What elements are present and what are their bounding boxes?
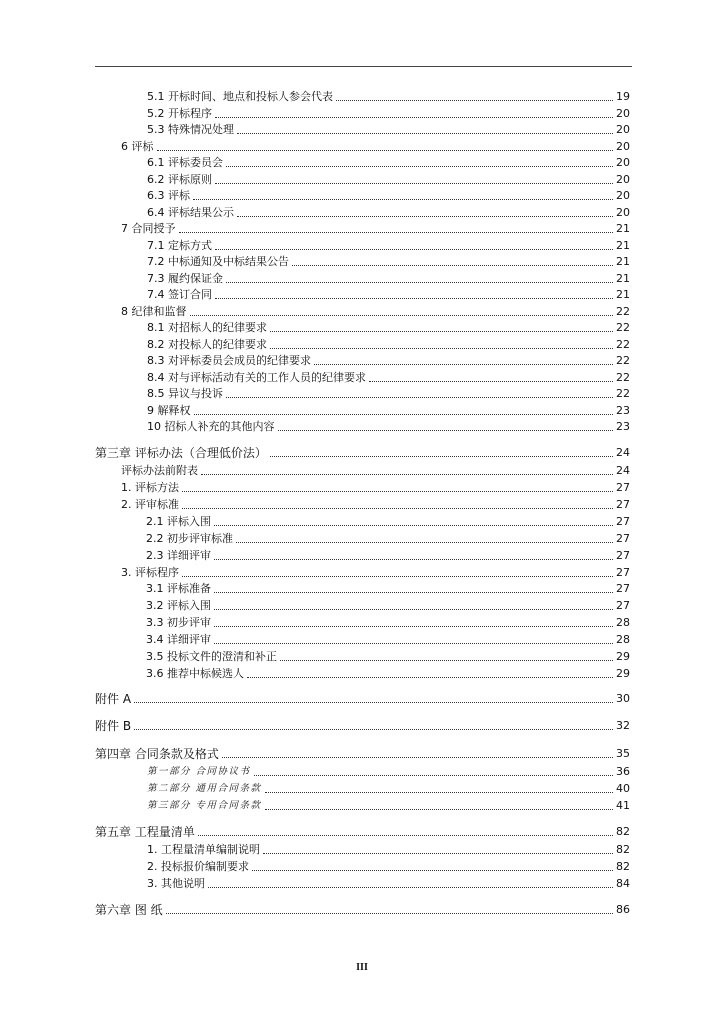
toc-entry-page: 21 xyxy=(616,222,630,235)
toc-entry-page: 27 xyxy=(616,498,630,511)
toc-entry-page: 24 xyxy=(616,446,630,459)
toc-entry-page: 22 xyxy=(616,305,630,318)
toc-entry-page: 84 xyxy=(616,877,630,890)
toc-entry-page: 40 xyxy=(616,782,630,795)
toc-entry-label: 7.4 签订合同 xyxy=(147,288,212,301)
toc-leader-dots xyxy=(270,348,613,349)
toc-leader-dots xyxy=(226,282,613,283)
toc-entry[interactable] xyxy=(147,418,630,434)
toc-entry-page: 24 xyxy=(616,464,630,477)
toc-leader-dots xyxy=(237,216,613,217)
toc-entry-label: 8.2 对投标人的纪律要求 xyxy=(147,338,267,351)
toc-entry[interactable] xyxy=(146,631,630,647)
toc-leader-dots xyxy=(278,430,614,431)
toc-entry-label: 6.2 评标原则 xyxy=(147,173,212,186)
page-number: III xyxy=(356,962,368,973)
toc-entry-page: 36 xyxy=(616,765,630,778)
toc-entry[interactable] xyxy=(121,462,630,478)
toc-leader-dots xyxy=(270,331,613,332)
toc-leader-dots xyxy=(226,397,613,398)
toc-entry[interactable] xyxy=(147,875,630,891)
toc-entry-page: 20 xyxy=(616,173,630,186)
toc-entry-page: 22 xyxy=(616,387,630,400)
toc-leader-dots xyxy=(215,117,613,118)
toc-entry-page: 27 xyxy=(616,599,630,612)
toc-leader-dots xyxy=(236,542,613,543)
toc-entry-label: 3.1 评标准备 xyxy=(146,582,211,595)
toc-entry-label: 3.2 评标入围 xyxy=(146,599,211,612)
header-rule xyxy=(95,66,632,67)
toc-entry-label: 2.1 评标入围 xyxy=(146,515,211,528)
toc-entry-page: 30 xyxy=(616,692,630,705)
toc-leader-dots xyxy=(193,199,613,200)
toc-entry-label: 2. 投标报价编制要求 xyxy=(147,860,249,873)
toc-entry-label: 2.3 详细评审 xyxy=(146,549,211,562)
toc-leader-dots xyxy=(208,887,613,888)
toc-entry-page: 22 xyxy=(616,371,630,384)
toc-leader-dots xyxy=(157,150,614,151)
toc-entry-label: 第四章 合同条款及格式 xyxy=(95,747,219,761)
toc-entry-label: 5.3 特殊情况处理 xyxy=(147,123,234,136)
toc-entry-label: 6.3 评标 xyxy=(147,189,190,202)
toc-entry[interactable] xyxy=(146,530,630,546)
toc-entry[interactable] xyxy=(146,547,630,563)
toc-entry-page: 41 xyxy=(616,799,630,812)
toc-leader-dots xyxy=(179,232,614,233)
toc-leader-dots xyxy=(263,853,613,854)
toc-entry[interactable] xyxy=(147,204,630,220)
toc-entry[interactable] xyxy=(147,286,630,302)
toc-entry[interactable] xyxy=(147,780,630,796)
toc-chapter-entry[interactable] xyxy=(95,901,630,917)
toc-entry-page: 20 xyxy=(616,189,630,202)
toc-entry-page: 22 xyxy=(616,321,630,334)
toc-entry[interactable] xyxy=(146,648,630,664)
toc-leader-dots xyxy=(214,626,613,627)
toc-leader-dots xyxy=(214,592,613,593)
toc-entry-page: 22 xyxy=(616,354,630,367)
toc-entry-page: 23 xyxy=(616,404,630,417)
toc-entry[interactable] xyxy=(147,352,630,368)
toc-entry-page: 32 xyxy=(616,719,630,732)
toc-entry[interactable] xyxy=(146,597,630,613)
toc-entry[interactable] xyxy=(121,564,630,580)
toc-entry[interactable] xyxy=(147,253,630,269)
toc-entry-page: 21 xyxy=(616,272,630,285)
toc-entry-label: 6 评标 xyxy=(121,140,154,153)
toc-entry-page: 22 xyxy=(616,338,630,351)
toc-leader-dots xyxy=(214,643,613,644)
toc-entry-label: 第一部分 合同协议书 xyxy=(147,766,251,777)
toc-appendix-entry[interactable] xyxy=(95,690,630,706)
toc-chapter-entry[interactable] xyxy=(95,745,630,761)
toc-entry[interactable] xyxy=(147,385,630,401)
toc-entry[interactable] xyxy=(147,270,630,286)
toc-entry-label: 8.3 对评标委员会成员的纪律要求 xyxy=(147,354,311,367)
toc-entry-page: 82 xyxy=(616,860,630,873)
toc-entry-page: 27 xyxy=(616,566,630,579)
toc-entry-page: 29 xyxy=(616,667,630,680)
toc-leader-dots xyxy=(280,660,613,661)
toc-entry-label: 3. 评标程序 xyxy=(121,566,179,579)
toc-entry-label: 3.5 投标文件的澄清和补正 xyxy=(146,650,277,663)
toc-entry-page: 86 xyxy=(616,903,630,916)
toc-entry[interactable] xyxy=(121,303,630,319)
toc-entry-label: 3.3 初步评审 xyxy=(146,616,211,629)
toc-entry[interactable] xyxy=(147,402,630,418)
toc-entry[interactable] xyxy=(147,369,630,385)
toc-entry-label: 7.3 履约保证金 xyxy=(147,272,223,285)
toc-entry-page: 27 xyxy=(616,549,630,562)
toc-leader-dots xyxy=(214,525,613,526)
toc-entry-page: 28 xyxy=(616,616,630,629)
toc-leader-dots xyxy=(247,677,613,678)
toc-chapter-entry[interactable] xyxy=(95,823,630,839)
toc-entry-label: 3.4 详细评审 xyxy=(146,633,211,646)
toc-leader-dots xyxy=(215,183,613,184)
toc-entry[interactable] xyxy=(146,614,630,630)
toc-entry-label: 附件 B xyxy=(95,719,132,733)
toc-leader-dots xyxy=(222,757,613,758)
toc-entry-label: 8 纪律和监督 xyxy=(121,305,187,318)
toc-appendix-entry[interactable] xyxy=(95,717,630,733)
toc-leader-dots xyxy=(194,414,614,415)
toc-entry[interactable] xyxy=(121,220,630,236)
toc-entry-page: 27 xyxy=(616,582,630,595)
toc-leader-dots xyxy=(166,913,613,914)
toc-entry[interactable] xyxy=(147,121,630,137)
toc-entry[interactable] xyxy=(121,138,630,154)
toc-entry-page: 27 xyxy=(616,515,630,528)
toc-entry[interactable] xyxy=(147,187,630,203)
toc-entry-label: 第二部分 通用合同条款 xyxy=(147,783,262,794)
toc-leader-dots xyxy=(190,315,614,316)
toc-entry[interactable] xyxy=(147,88,630,104)
toc-entry-page: 20 xyxy=(616,123,630,136)
toc-leader-dots xyxy=(237,133,613,134)
toc-leader-dots xyxy=(134,702,613,703)
toc-leader-dots xyxy=(314,364,613,365)
toc-leader-dots xyxy=(134,729,613,730)
toc-entry-page: 21 xyxy=(616,288,630,301)
toc-entry[interactable] xyxy=(121,496,630,512)
toc-entry-label: 2.2 初步评审标准 xyxy=(146,532,233,545)
toc-entry-label: 7.1 定标方式 xyxy=(147,239,212,252)
toc-entry[interactable] xyxy=(147,154,630,170)
toc-entry[interactable] xyxy=(147,105,630,121)
toc-entry-label: 第五章 工程量清单 xyxy=(95,825,195,839)
toc-entry[interactable] xyxy=(121,479,630,495)
toc-entry-label: 9 解释权 xyxy=(147,404,191,417)
toc-leader-dots xyxy=(292,265,613,266)
toc-entry[interactable] xyxy=(147,336,630,352)
toc-leader-dots xyxy=(226,166,613,167)
toc-entry-label: 3.6 推荐中标候选人 xyxy=(146,667,244,680)
toc-entry-label: 7.2 中标通知及中标结果公告 xyxy=(147,255,289,268)
toc-entry-page: 21 xyxy=(616,239,630,252)
toc-entry-label: 第三章 评标办法（合理低价法） xyxy=(95,446,267,460)
toc-leader-dots xyxy=(182,508,613,509)
toc-entry-page: 19 xyxy=(616,90,630,103)
toc-entry-page: 21 xyxy=(616,255,630,268)
toc-entry-page: 29 xyxy=(616,650,630,663)
toc-entry-label: 5.1 开标时间、地点和投标人参会代表 xyxy=(147,90,333,103)
toc-entry-page: 23 xyxy=(616,420,630,433)
toc-entry-label: 7 合同授予 xyxy=(121,222,176,235)
toc-entry-label: 第三部分 专用合同条款 xyxy=(147,800,262,811)
toc-leader-dots xyxy=(215,298,613,299)
toc-entry-label: 8.1 对招标人的纪律要求 xyxy=(147,321,267,334)
toc-entry-page: 82 xyxy=(616,843,630,856)
toc-leader-dots xyxy=(369,381,613,382)
toc-entry-page: 20 xyxy=(616,107,630,120)
toc-leader-dots xyxy=(265,809,613,810)
toc-leader-dots xyxy=(201,474,613,475)
toc-entry-label: 1. 工程量清单编制说明 xyxy=(147,843,260,856)
toc-entry[interactable] xyxy=(147,319,630,335)
toc-entry-page: 35 xyxy=(616,747,630,760)
toc-entry-page: 20 xyxy=(616,156,630,169)
toc-entry-label: 3. 其他说明 xyxy=(147,877,205,890)
toc-entry-label: 6.1 评标委员会 xyxy=(147,156,223,169)
toc-leader-dots xyxy=(270,456,613,457)
toc-entry-page: 28 xyxy=(616,633,630,646)
toc-entry-label: 8.4 对与评标活动有关的工作人员的纪律要求 xyxy=(147,371,366,384)
toc-entry-label: 10 招标人补充的其他内容 xyxy=(147,420,275,433)
toc-entry-label: 第六章 图 纸 xyxy=(95,903,163,917)
toc-leader-dots xyxy=(336,100,613,101)
toc-leader-dots xyxy=(214,559,613,560)
toc-entry-label: 5.2 开标程序 xyxy=(147,107,212,120)
toc-entry-label: 6.4 评标结果公示 xyxy=(147,206,234,219)
toc-entry-page: 82 xyxy=(616,825,630,838)
toc-leader-dots xyxy=(254,775,613,776)
toc-entry-page: 20 xyxy=(616,206,630,219)
toc-entry[interactable] xyxy=(147,171,630,187)
toc-entry[interactable] xyxy=(147,237,630,253)
toc-entry[interactable] xyxy=(146,513,630,529)
toc-entry[interactable] xyxy=(146,580,630,596)
toc-chapter-entry[interactable] xyxy=(95,444,630,460)
toc-entry-label: 评标办法前附表 xyxy=(121,464,198,477)
toc-leader-dots xyxy=(252,870,613,871)
toc-entry-label: 附件 A xyxy=(95,692,132,706)
toc-entry-label: 1. 评标方法 xyxy=(121,481,179,494)
toc-leader-dots xyxy=(182,491,613,492)
toc-leader-dots xyxy=(214,609,613,610)
toc-entry-page: 27 xyxy=(616,532,630,545)
toc-entry[interactable] xyxy=(146,665,630,681)
toc-entry-page: 20 xyxy=(616,140,630,153)
toc-entry[interactable] xyxy=(147,763,630,779)
toc-leader-dots xyxy=(198,835,613,836)
toc-leader-dots xyxy=(182,576,613,577)
toc-entry-label: 2. 评审标准 xyxy=(121,498,179,511)
toc-entry-label: 8.5 异议与投诉 xyxy=(147,387,223,400)
toc-entry[interactable] xyxy=(147,841,630,857)
toc-leader-dots xyxy=(215,249,613,250)
toc-entry-page: 27 xyxy=(616,481,630,494)
toc-entry[interactable] xyxy=(147,858,630,874)
toc-entry[interactable] xyxy=(147,797,630,813)
toc-leader-dots xyxy=(265,792,613,793)
